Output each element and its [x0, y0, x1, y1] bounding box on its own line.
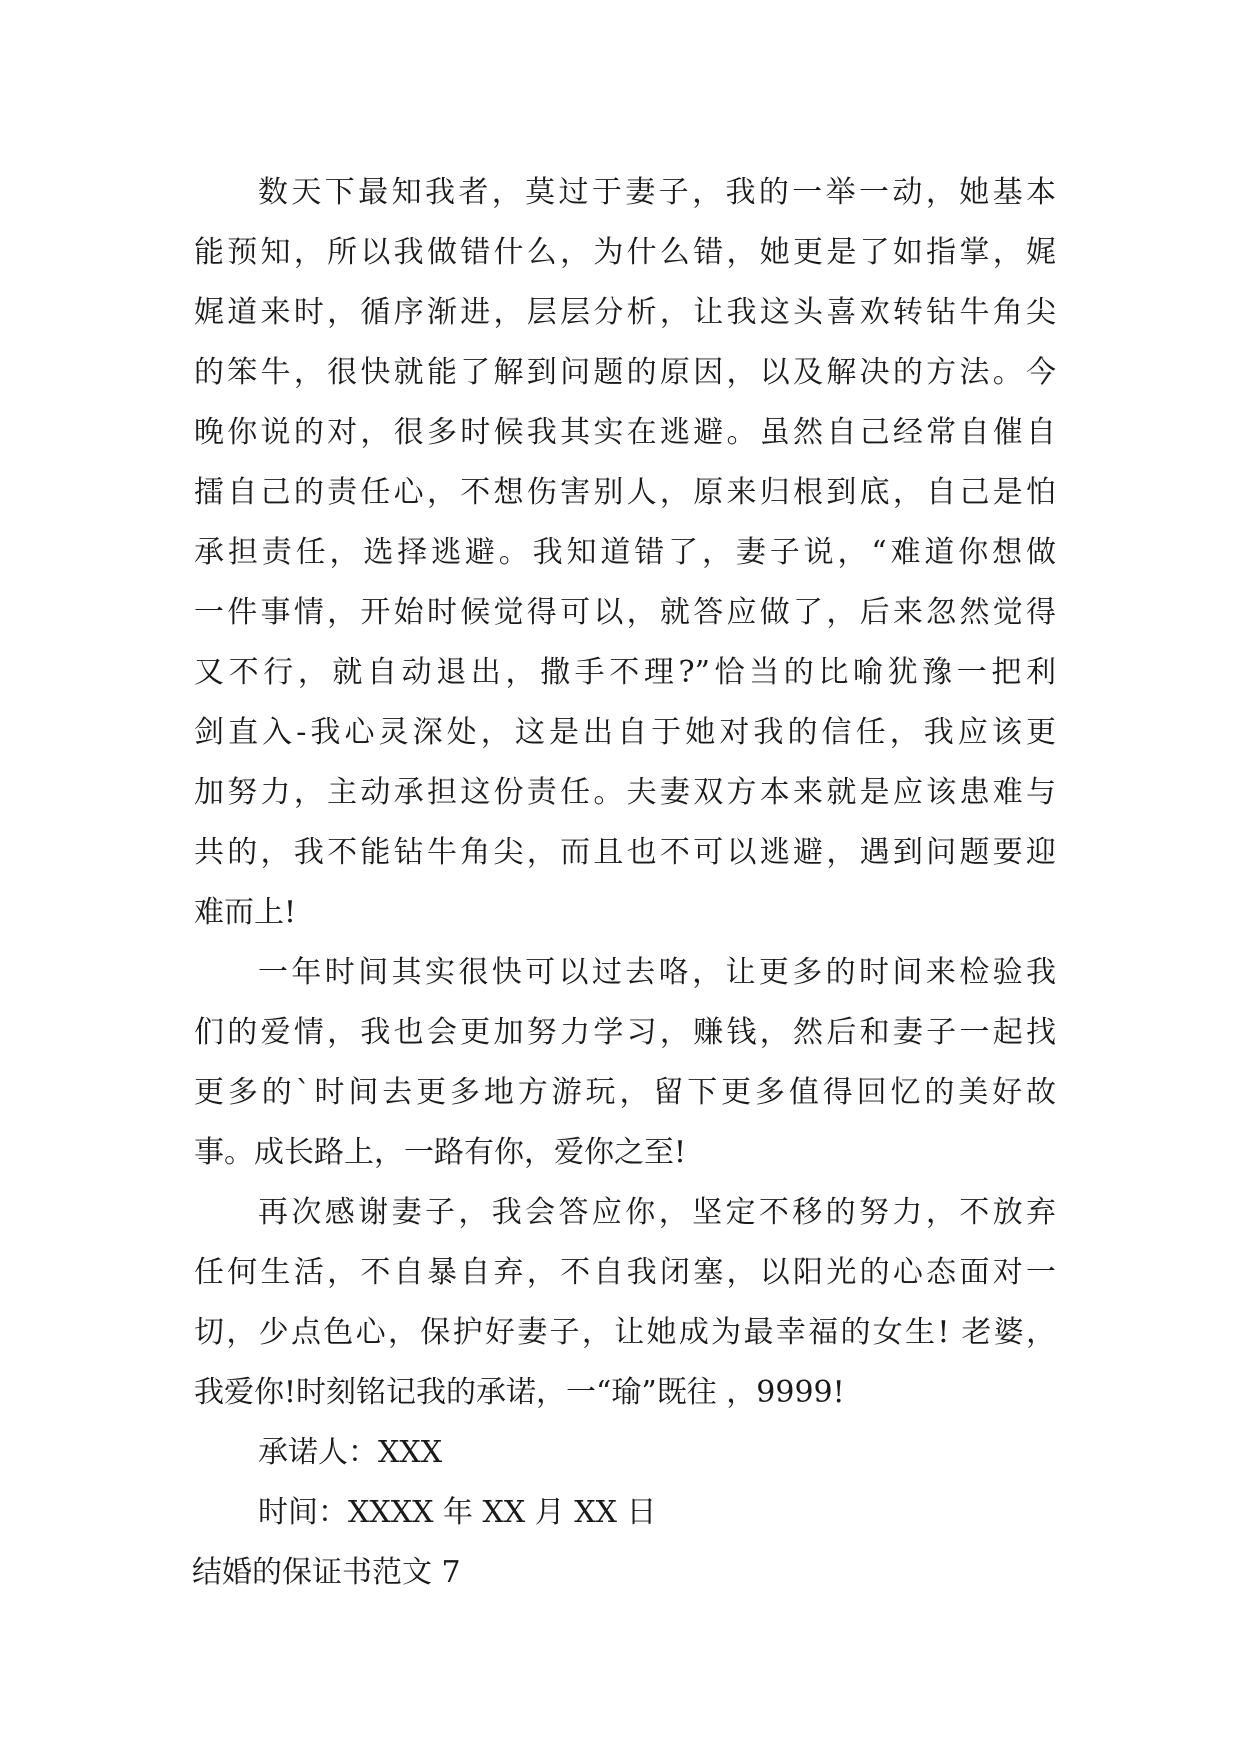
text-line: 难而上!: [194, 895, 297, 930]
text-line: 又不行，就自动退出，撒手不理?”恰当的比喻犹豫一把利: [194, 655, 1056, 690]
document-body: [194, 163, 1056, 1603]
text-line: 任何生活，不自暴自弃，不自我闭塞，以阳光的心态面对一: [194, 1255, 1056, 1290]
paragraph-3: [194, 1183, 1056, 1423]
text-line: 剑直入-我心灵深处，这是出自于她对我的信任，我应该更: [194, 715, 1056, 750]
paragraph-1: [194, 163, 1056, 943]
text-line: 再次感谢妻子，我会答应你，坚定不移的努力，不放弃: [258, 1195, 1056, 1230]
text-line: 一件事情，开始时候觉得可以，就答应做了，后来忽然觉得: [194, 595, 1056, 630]
text-line: 切，少点色心，保护好妻子，让她成为最幸福的女生! 老婆，: [194, 1315, 1056, 1350]
text-line: 我爱你!时刻铭记我的承诺，一“瑜”既往 ，9999!: [194, 1375, 845, 1410]
text-line: 娓道来时，循序渐进，层层分析，让我这头喜欢转钻牛角尖: [194, 295, 1056, 330]
text-line: 更多的`时间去更多地方游玩，留下更多值得回忆的美好故: [194, 1075, 1056, 1110]
text-line: 擂自己的责任心，不想伤害别人，原来归根到底，自己是怕: [194, 475, 1056, 510]
text-line: 加努力，主动承担这份责任。夫妻双方本来就是应该患难与: [194, 775, 1056, 810]
text-line: 承担责任，选择逃避。我知道错了，妻子说，“难道你想做: [194, 535, 1056, 570]
signer-line: 承诺人：XXX: [258, 1435, 443, 1470]
text-line: 一年时间其实很快可以过去咯，让更多的时间来检验我: [258, 955, 1056, 990]
text-line: 晚你说的对，很多时候我其实在逃避。虽然自己经常自催自: [194, 415, 1056, 450]
paragraph-2: [194, 943, 1056, 1183]
text-line: 的笨牛，很快就能了解到问题的原因，以及解决的方法。今: [194, 355, 1056, 390]
text-line: 能预知，所以我做错什么，为什么错，她更是了如指掌，娓: [194, 235, 1056, 270]
date-line: 时间：XXXX 年 XX 月 XX 日: [258, 1495, 657, 1530]
next-section-title: 结婚的保证书范文 7: [192, 1555, 461, 1590]
text-line: 事。成长路上，一路有你，爱你之至!: [194, 1135, 687, 1170]
text-line: 们的爱情，我也会更加努力学习，赚钱，然后和妻子一起找: [194, 1015, 1056, 1050]
text-line: 数天下最知我者，莫过于妻子，我的一举一动，她基本: [258, 175, 1056, 210]
text-line: 共的，我不能钻牛角尖，而且也不可以逃避，遇到问题要迎: [194, 835, 1056, 870]
